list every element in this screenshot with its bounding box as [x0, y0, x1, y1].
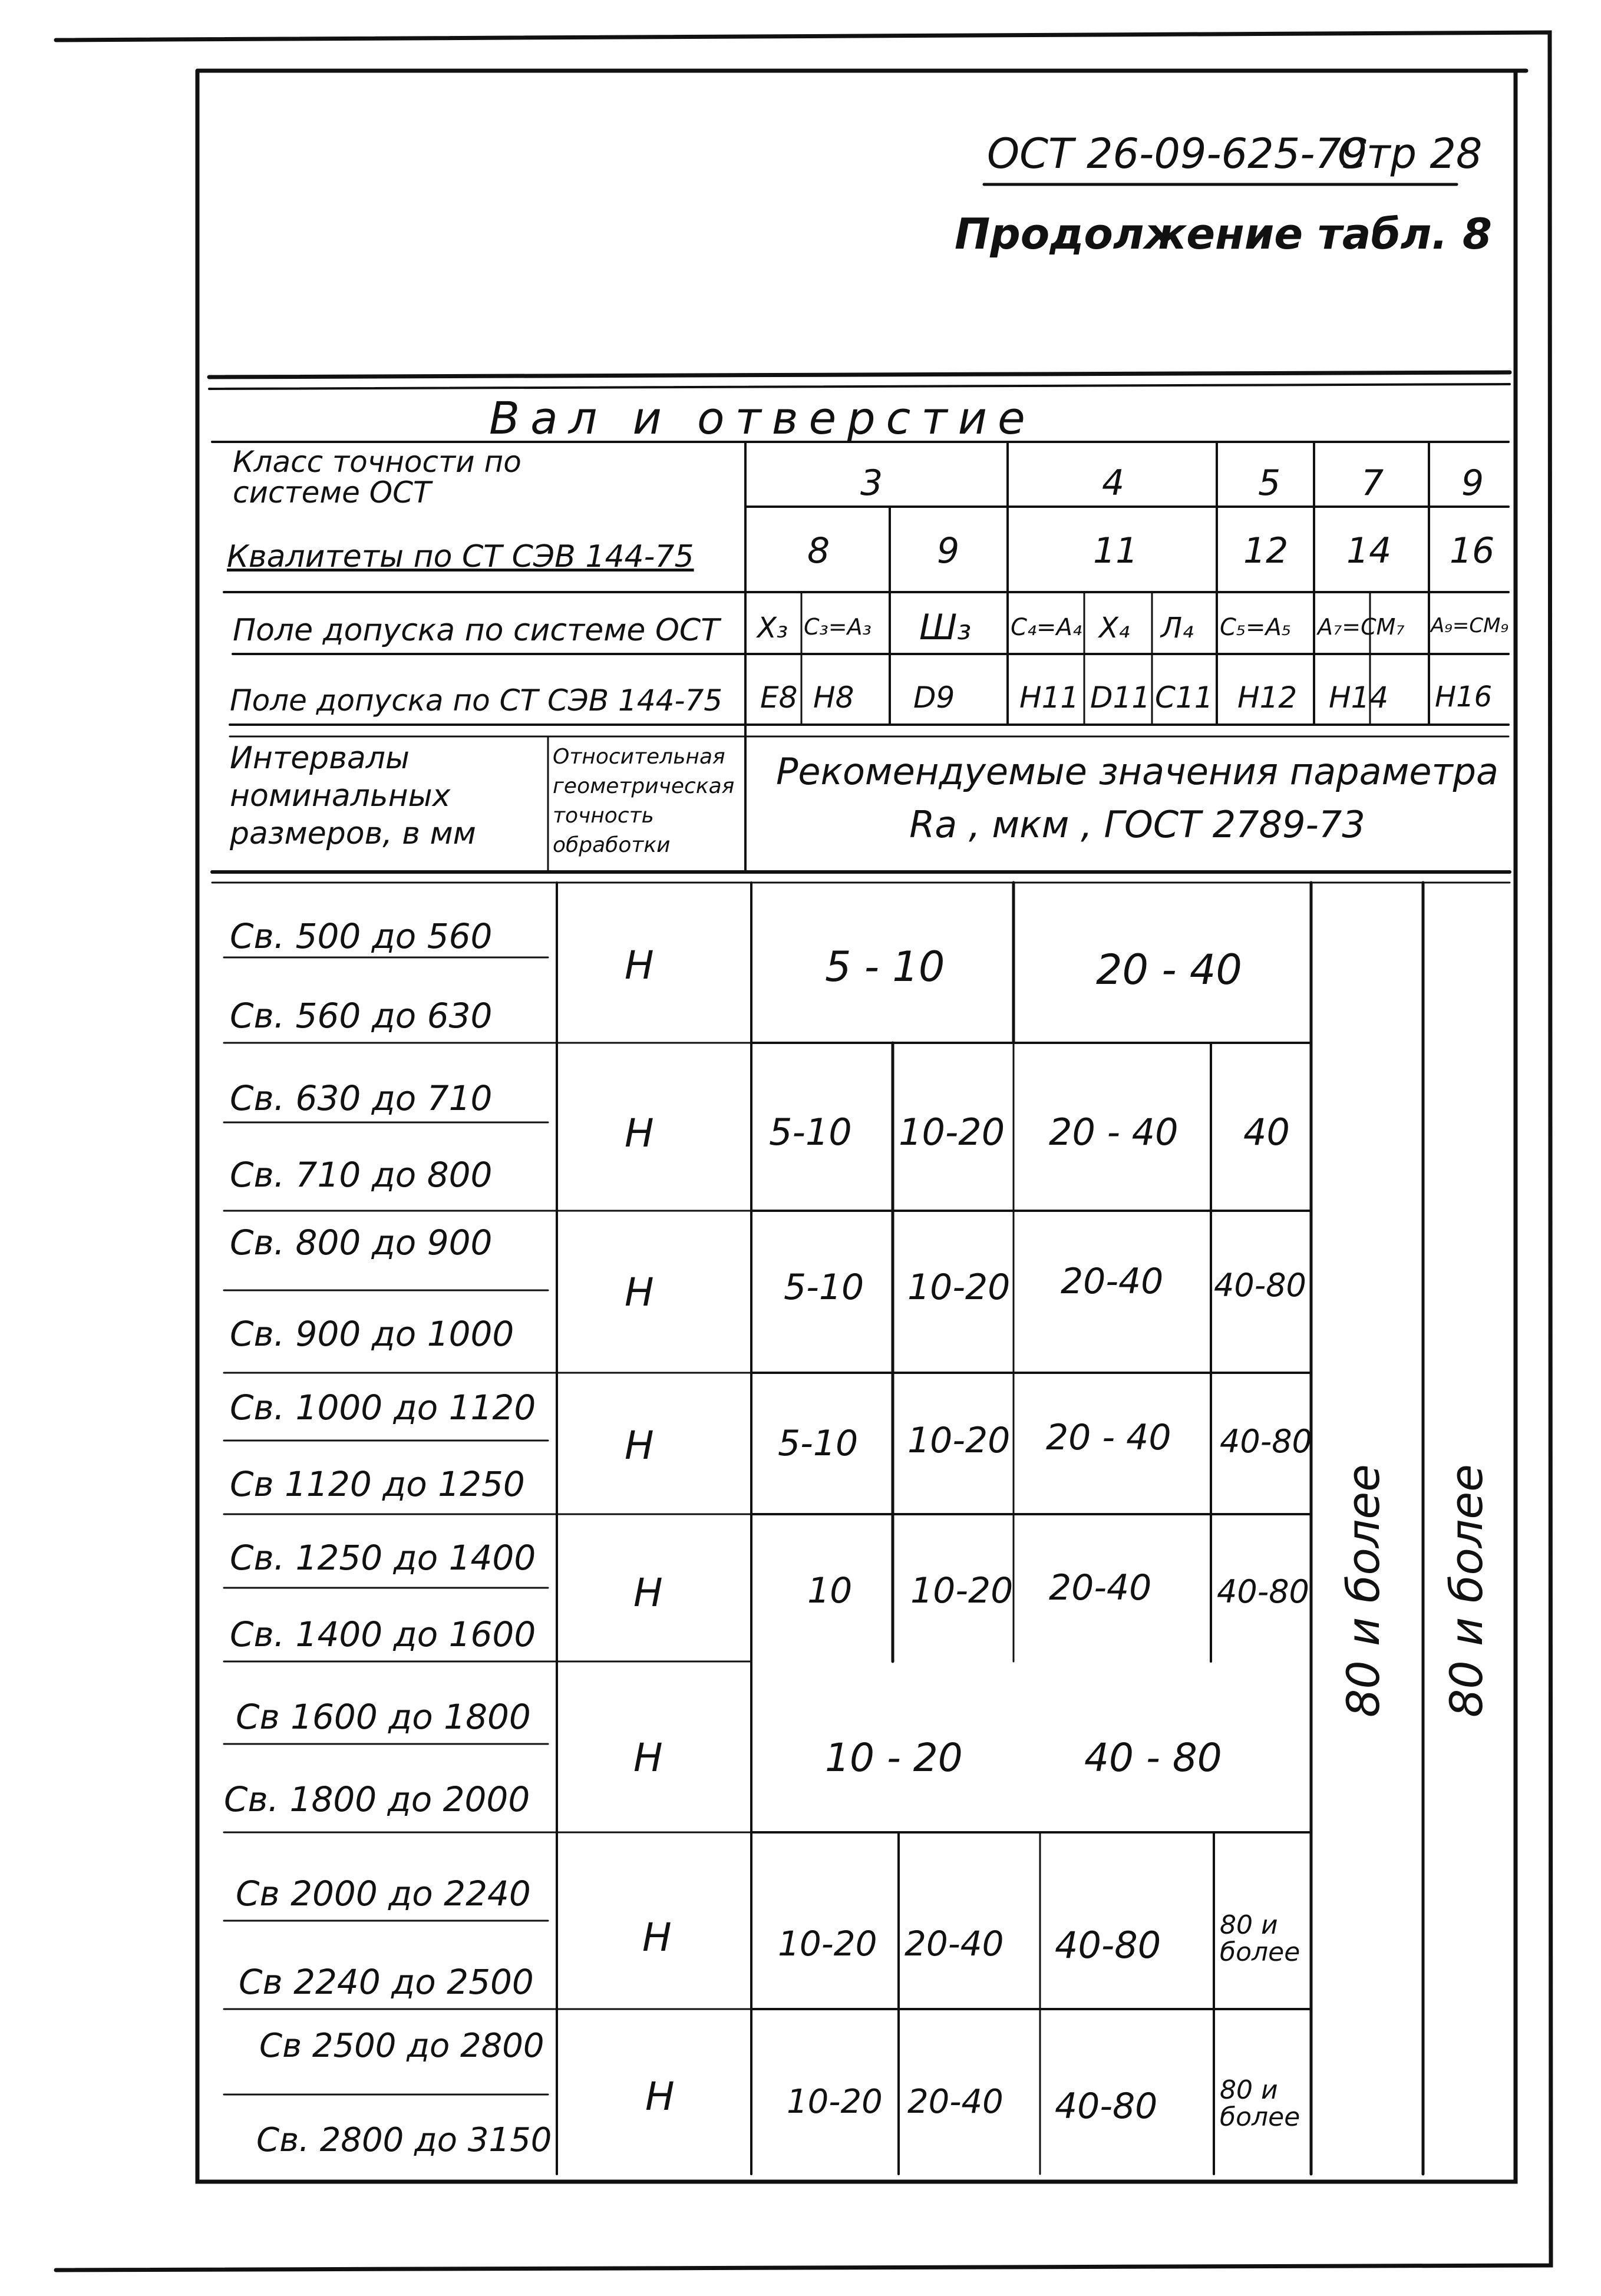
tol-ost: A₇=CM₇: [1318, 614, 1405, 640]
ra-value: 10: [807, 1570, 853, 1611]
accuracy-class: 9: [1461, 462, 1484, 504]
ra-value: 10-20: [899, 1111, 1005, 1154]
ra-value: 20-40: [1049, 1567, 1152, 1608]
tol-sev: D11: [1090, 680, 1151, 715]
geometric-accuracy: Н: [633, 1570, 663, 1616]
tol-sev: H12: [1237, 680, 1298, 715]
ra-value: 40-80: [1055, 2086, 1158, 2127]
ra-value: 40: [1243, 1111, 1290, 1154]
tol-sev: H14: [1329, 680, 1389, 715]
tol-sev: E8: [760, 680, 798, 715]
tol-ost: A₉=CM₉: [1431, 614, 1509, 637]
col-header-geometric: Относительная геометрическая точность обработки: [553, 745, 735, 857]
vertical-note-text: 80 и более: [1337, 1464, 1389, 1717]
tol-ost: Ш₃: [919, 607, 972, 648]
size-interval: Св. 630 до 710: [230, 1078, 493, 1118]
geometric-accuracy: Н: [645, 2074, 675, 2119]
size-interval: Св. 1000 до 1120: [230, 1387, 536, 1428]
quality: 9: [937, 530, 960, 571]
tol-sev: H8: [813, 680, 854, 715]
ra-value: 5-10: [784, 1267, 864, 1308]
ra-value: 10-20: [787, 2083, 883, 2121]
size-interval: Св. 710 до 800: [230, 1155, 493, 1195]
size-interval: Св. 560 до 630: [230, 996, 493, 1036]
quality: 14: [1346, 530, 1392, 571]
tol-ost: X₃: [757, 612, 788, 645]
ra-value: 40-80: [1214, 1267, 1306, 1304]
document-code: ОСТ 26-09-625-79: [987, 130, 1368, 178]
ra-value: 20-40: [907, 2083, 1003, 2121]
table-continuation: Продолжение табл. 8: [955, 209, 1493, 259]
vertical-note-column-7: [1311, 1296, 1423, 1885]
geometric-accuracy: Н: [625, 1423, 654, 1468]
page-number: Стр 28: [1338, 130, 1483, 178]
quality: 11: [1093, 530, 1138, 571]
tol-ost: X₄: [1099, 612, 1130, 645]
accuracy-class: 3: [860, 462, 883, 504]
accuracy-class: 7: [1361, 462, 1384, 504]
ra-value: 5 - 10: [825, 943, 945, 991]
ra-value: 10-20: [910, 1570, 1014, 1611]
tol-ost: Л₄: [1161, 612, 1194, 645]
size-interval: Св. 1800 до 2000: [224, 1779, 530, 1819]
tol-ost: C₄=A₄: [1011, 614, 1082, 641]
size-interval: Св 1120 до 1250: [230, 1464, 525, 1504]
tol-sev: H16: [1435, 680, 1493, 713]
ra-value: 80 и более: [1220, 1910, 1300, 1967]
tol-sev: H11: [1019, 680, 1080, 715]
ra-value: 10-20: [907, 1420, 1011, 1461]
size-interval: Св. 2800 до 3150: [256, 2121, 552, 2159]
ra-value: 5-10: [769, 1111, 852, 1154]
quality: 16: [1450, 530, 1495, 571]
ra-value: 40-80: [1217, 1573, 1309, 1610]
ra-value: 10-20: [778, 1924, 877, 1964]
ra-value: 20 - 40: [1096, 946, 1242, 994]
tol-ost: C₅=A₅: [1220, 614, 1291, 641]
ra-value: 10 - 20: [825, 1735, 963, 1780]
ra-value: 5-10: [778, 1423, 859, 1464]
size-interval: Св. 1250 до 1400: [230, 1538, 536, 1578]
size-interval: Св. 500 до 560: [230, 916, 493, 956]
vertical-note-column-9: [1423, 1296, 1516, 1885]
row-label-tol-ost: Поле допуска по системе ОСТ: [233, 613, 719, 648]
row-label-accuracy-class: Класс точности по системе ОСТ: [233, 445, 521, 510]
accuracy-class: 5: [1258, 462, 1281, 504]
size-interval: Св. 1400 до 1600: [230, 1614, 536, 1654]
table-title: Вал и отверстие: [489, 392, 1036, 444]
ra-value: 80 и более: [1220, 2075, 1300, 2132]
size-interval: Св. 800 до 900: [230, 1223, 493, 1263]
size-interval: Св 2000 до 2240: [236, 1874, 531, 1914]
size-interval: Св 2240 до 2500: [239, 1962, 534, 2002]
size-interval: Св. 900 до 1000: [230, 1314, 514, 1354]
ra-value: 40 - 80: [1084, 1735, 1222, 1780]
tol-sev: D9: [913, 680, 955, 715]
tol-sev: C11: [1155, 680, 1213, 715]
geometric-accuracy: Н: [625, 1111, 654, 1156]
col-header-intervals: Интервалы номинальных размеров, в мм: [230, 741, 476, 851]
row-label-quality: Квалитеты по СТ СЭВ 144-75: [227, 539, 694, 574]
ra-value: 20 - 40: [1046, 1417, 1171, 1458]
size-interval: Св 2500 до 2800: [259, 2027, 544, 2065]
geometric-accuracy: Н: [633, 1735, 663, 1780]
geometric-accuracy: Н: [625, 1270, 654, 1315]
size-interval: Св 1600 до 1800: [236, 1697, 531, 1737]
ra-value: 20-40: [905, 1924, 1004, 1964]
ra-value: 10-20: [907, 1267, 1011, 1308]
ra-value: 40-80: [1220, 1423, 1312, 1460]
ra-value: 40-80: [1055, 1924, 1161, 1967]
quality: 12: [1243, 530, 1289, 571]
row-label-tol-sev: Поле допуска по СТ СЭВ 144-75: [230, 683, 723, 718]
col-header-recommended: Рекомендуемые значения параметра Ra , мкм , ГОСТ 2789-73: [775, 750, 1498, 846]
vertical-note-text: 80 и более: [1440, 1464, 1493, 1717]
quality: 8: [807, 530, 830, 571]
tol-ost: C₃=A₃: [804, 614, 872, 640]
accuracy-class: 4: [1102, 462, 1125, 504]
geometric-accuracy: Н: [625, 943, 654, 988]
geometric-accuracy: Н: [642, 1915, 672, 1960]
ra-value: 20 - 40: [1049, 1111, 1179, 1154]
ra-value: 20-40: [1061, 1261, 1164, 1302]
